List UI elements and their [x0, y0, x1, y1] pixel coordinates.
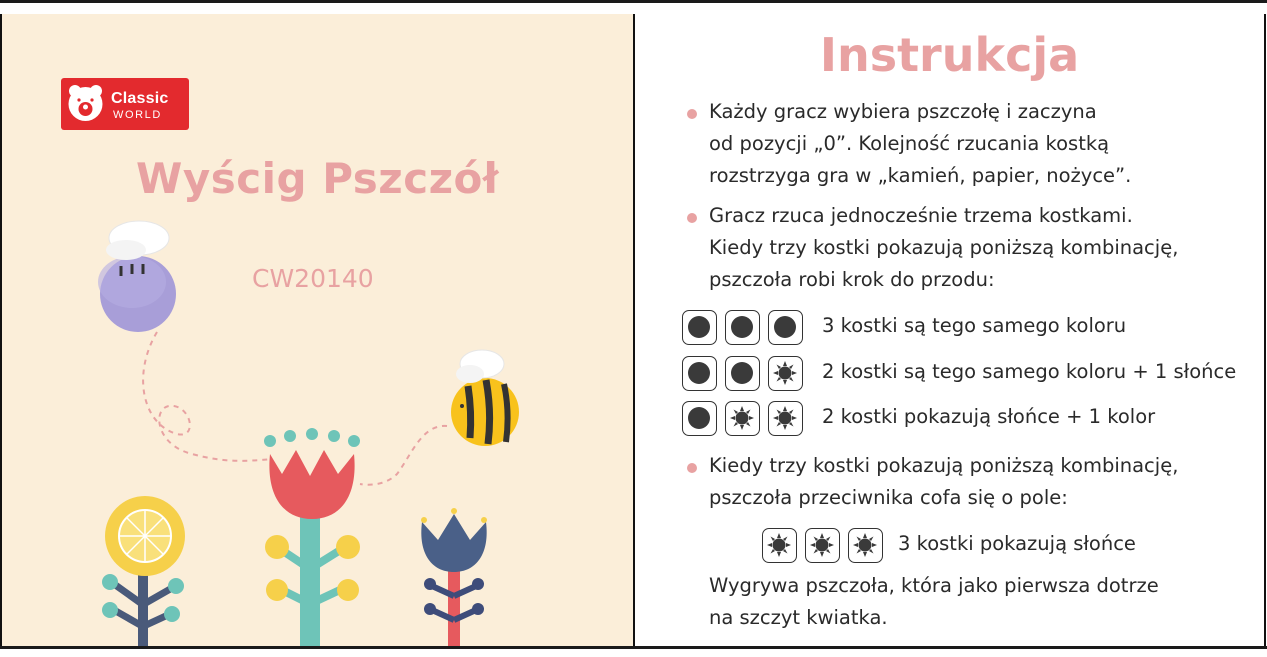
rule-start	[709, 96, 1254, 192]
red-tulip	[264, 428, 360, 646]
rule-line: Kiedy trzy kostki pokazują poniższą kombinację,	[709, 236, 1179, 259]
page-divider	[633, 14, 635, 646]
dice-color-icon	[768, 310, 803, 345]
rule-backward	[709, 450, 1254, 514]
bullet-dot	[687, 463, 697, 473]
cover-panel	[2, 14, 633, 646]
right-border	[1264, 14, 1266, 646]
rule-roll	[709, 200, 1254, 296]
dice-sun-icon	[768, 401, 803, 436]
dice-sun-icon	[725, 401, 760, 436]
dice-color-icon	[725, 356, 760, 391]
product-code: CW20140	[252, 264, 374, 293]
purple-bee	[98, 221, 176, 332]
dice-sun-icon	[768, 356, 803, 391]
rule-line: na szczyt kwiatka.	[709, 606, 888, 629]
rule-line: rozstrzyga gra w „kamień, papier, nożyce”.	[709, 164, 1132, 187]
logo-text-world: WORLD	[113, 109, 162, 121]
dice-color-icon	[725, 310, 760, 345]
combo-label: 3 kostki są tego samego koloru	[822, 314, 1127, 337]
winner-rule	[709, 570, 1254, 634]
rule-line: od pozycji „0”. Kolejność rzucania kostką	[709, 132, 1110, 155]
classic-world-logo	[61, 78, 189, 130]
rule-line: Gracz rzuca jednocześnie trzema kostkami.	[709, 204, 1133, 227]
dice-color-icon	[682, 310, 717, 345]
logo-text-classic: Classic	[111, 90, 169, 107]
bottom-border	[0, 646, 1267, 649]
dice-color-icon	[682, 356, 717, 391]
yellow-flower	[102, 496, 185, 646]
dice-sun-icon	[848, 528, 883, 563]
bullet-dot	[687, 109, 697, 119]
purple-bee-path	[143, 332, 272, 461]
game-title: Wyścig Pszczół	[136, 154, 499, 203]
rule-line: pszczoła przeciwnika cofa się o pole:	[709, 486, 1068, 509]
bullet-dot	[687, 213, 697, 223]
rule-line: pszczoła robi krok do przodu:	[709, 268, 995, 291]
instructions-title: Instrukcja	[819, 28, 1080, 82]
rule-line: Wygrywa pszczoła, która jako pierwsza dotrze	[709, 574, 1159, 597]
rule-line: Każdy gracz wybiera pszczołę i zaczyna	[709, 100, 1097, 123]
combo-label: 2 kostki pokazują słońce + 1 kolor	[822, 405, 1156, 428]
yellow-bee	[451, 350, 519, 446]
blue-tulip	[421, 508, 487, 646]
yellow-bee-path	[360, 426, 447, 485]
dice-color-icon	[682, 401, 717, 436]
dice-sun-icon	[805, 528, 840, 563]
rule-line: Kiedy trzy kostki pokazują poniższą kombinację,	[709, 454, 1179, 477]
combo-label: 2 kostki są tego samego koloru + 1 słońce	[822, 360, 1237, 383]
bear-logo-icon	[61, 78, 111, 130]
dice-sun-icon	[762, 528, 797, 563]
top-border	[0, 0, 1267, 3]
combo-label: 3 kostki pokazują słońce	[898, 532, 1136, 555]
